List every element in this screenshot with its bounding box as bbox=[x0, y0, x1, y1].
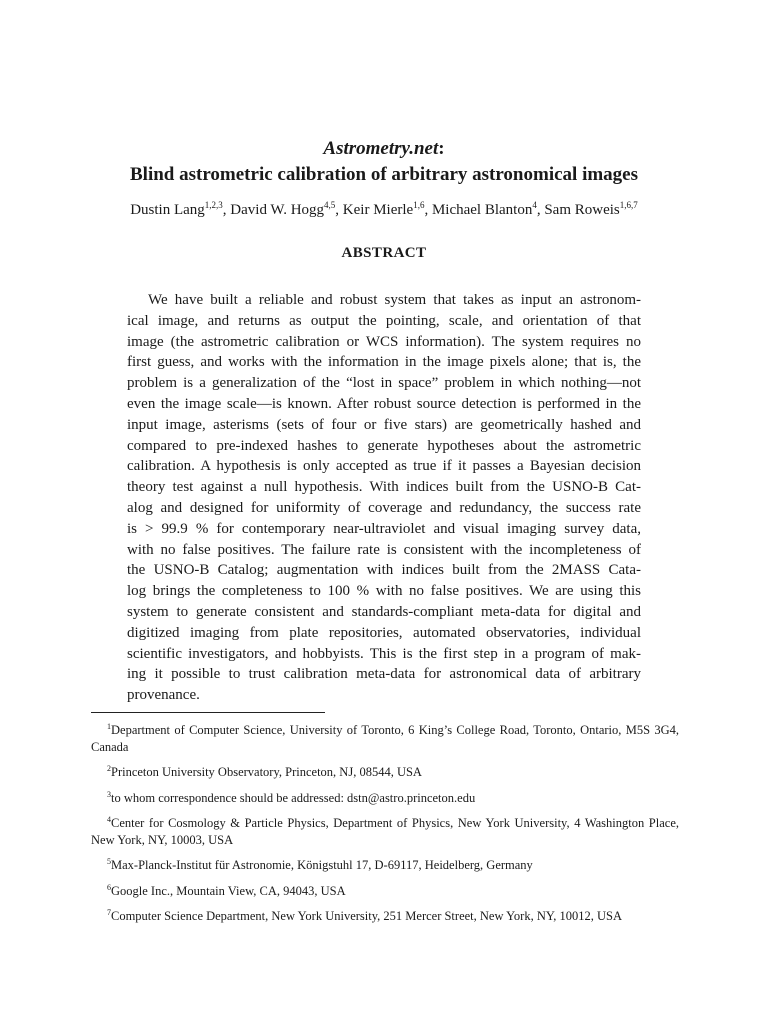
author bbox=[343, 202, 432, 218]
footnote-mark: 6 bbox=[107, 882, 111, 892]
footnote-text: Computer Science Department, New York University, 251 Mercer Street, New York, NY, 10012, USA bbox=[111, 909, 623, 923]
footnote-mark: 3 bbox=[107, 789, 111, 799]
author-list bbox=[0, 199, 768, 221]
abstract-line: We have built a reliable and robust system that takes as input an astronom- bbox=[148, 292, 641, 308]
footnote bbox=[91, 722, 679, 755]
author-name: Keir Mierle bbox=[342, 202, 414, 218]
author-name: David W. Hogg bbox=[230, 202, 325, 218]
abstract-body bbox=[127, 290, 641, 706]
footnote-text: Google Inc., Mountain View, CA, 94043, USA bbox=[111, 883, 346, 898]
author-affiliation-marks: 1,2,3 bbox=[204, 200, 223, 210]
author bbox=[544, 202, 637, 218]
title-line-1 bbox=[0, 136, 768, 162]
author bbox=[130, 202, 230, 218]
author-name: Dustin Lang bbox=[130, 202, 205, 218]
abstract-line: input image, asterisms (sets of four or five stars) are geometrically hashed and bbox=[127, 416, 641, 433]
footnote-text: Center for Cosmology & Particle Physics, Department of Physics, New York University, 4 Washington Place, New York, NY, 10003, USA bbox=[91, 816, 679, 847]
author-affiliation-marks: 4,5 bbox=[324, 200, 336, 210]
abstract-line: image (the astrometric calibration or WCS information). The system requires no bbox=[127, 333, 641, 350]
author bbox=[230, 202, 343, 218]
footnote-mark: 4 bbox=[107, 815, 111, 824]
footnote bbox=[91, 857, 679, 874]
author-separator: , bbox=[222, 202, 231, 218]
footnote-text: Department of Computer Science, University of Toronto, 6 King’s College Road, Toronto, Ontario, M5S 3G4, Canada bbox=[91, 723, 679, 754]
abstract-line: with no false positives. The failure rate is consistent with the incompleteness of bbox=[127, 541, 641, 558]
author-separator: , bbox=[536, 202, 545, 218]
footnote bbox=[91, 790, 679, 807]
footnote bbox=[91, 815, 679, 848]
author-separator: , bbox=[335, 202, 343, 218]
footnote-mark: 2 bbox=[107, 764, 111, 773]
abstract-line: is > 99.9 % for contemporary near-ultraviolet and visual imaging survey data, bbox=[127, 520, 641, 537]
abstract-line: ical image, and returns as output the pointing, scale, and orientation of that bbox=[127, 312, 641, 329]
abstract-line: scientific investigators, and hobbyists. This is the first step in a program of mak- bbox=[127, 645, 641, 662]
author bbox=[432, 202, 544, 218]
footnote bbox=[91, 764, 679, 781]
footnotes bbox=[91, 722, 679, 925]
abstract-line: first guess, and works with the information in the image pixels alone; that is, the bbox=[127, 354, 641, 371]
abstract-line: system to generate consistent and standards-compliant meta-data for digital and bbox=[127, 603, 641, 620]
footnote-divider bbox=[91, 712, 325, 713]
title-project-name: Astrometry.net bbox=[323, 138, 439, 159]
abstract-line: problem is a generalization of the “lost in space” problem in which nothing—not bbox=[127, 375, 641, 392]
footnote-text: to whom correspondence should be addressed: dstn@astro.princeton.edu bbox=[111, 790, 476, 805]
author-affiliation-marks: 1,6 bbox=[413, 200, 425, 210]
author-affiliation-marks: 4 bbox=[532, 200, 537, 210]
abstract-line: calibration. A hypothesis is only accepted as true if it passes a Bayesian decision bbox=[127, 458, 641, 475]
abstract-line: compared to pre-indexed hashes to generate hypotheses about the astrometric bbox=[127, 437, 641, 454]
footnote-text: Max-Planck-Institut für Astronomie, Königstuhl 17, D-69117, Heidelberg, Germany bbox=[111, 858, 533, 872]
abstract-heading: ABSTRACT bbox=[341, 245, 427, 261]
abstract-line: provenance. bbox=[127, 687, 200, 704]
author-separator: , bbox=[424, 202, 432, 218]
abstract-line: ing it possible to trust calibration meta-data for astronomical data of arbitrary bbox=[127, 666, 641, 683]
abstract-line: log brings the completeness to 100 % with no false positives. We are using this bbox=[127, 583, 641, 600]
author-affiliation-marks: 1,6,7 bbox=[619, 200, 638, 210]
abstract-line: even the image scale—is known. After robust source detection is performed in the bbox=[127, 395, 641, 412]
footnote-text: Princeton University Observatory, Princeton, NJ, 08544, USA bbox=[111, 765, 422, 779]
title-colon: : bbox=[438, 138, 445, 159]
footnote bbox=[91, 908, 679, 925]
footnote bbox=[91, 883, 679, 900]
abstract-line: digitized imaging from plate repositories, automated observatories, individual bbox=[127, 624, 641, 641]
footnote-mark: 7 bbox=[107, 908, 111, 917]
abstract-line: theory test against a null hypothesis. With indices built from the USNO-B Cat- bbox=[127, 479, 641, 496]
title-line-2: Blind astrometric calibration of arbitrary astronomical images bbox=[130, 164, 638, 185]
author-name: Michael Blanton bbox=[431, 202, 533, 218]
footnote-mark: 5 bbox=[107, 857, 111, 866]
author-name: Sam Roweis bbox=[544, 202, 620, 218]
abstract-line: alog and designed for uniformity of coverage and redundancy, the success rate bbox=[127, 499, 641, 516]
footnote-mark: 1 bbox=[107, 722, 111, 731]
abstract-line: the USNO-B Catalog; augmentation with indices built from the 2MASS Cata- bbox=[127, 562, 641, 579]
